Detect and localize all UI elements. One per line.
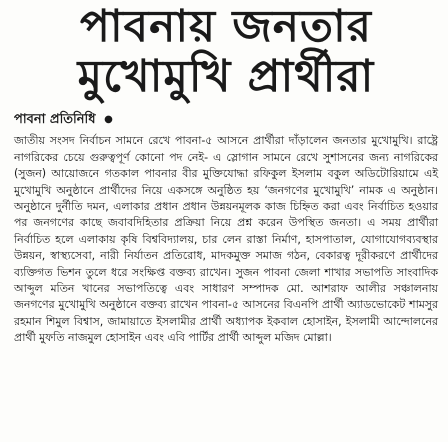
article-body: জাতীয় সংসদ নির্বাচন সামনে রেখে পাবনা-৫ আসনে প্রার্থীরা দাঁড়ালেন জনতার মুখোমুখি। রাষ্ট্রে নাগরিকের চেয়ে গুরুত্বপূর্ণ কোনো পদ নেই- এ স্লোগান সামনে রেখে সুশাসনের জন্য নাগরিকের (সুজন) আয়োজনে গতকাল পাবনার বীর মুক্তিযোদ্ধা রফিকুল ইসলাম বকুল অডিটোরিয়ামে এই মুখোমুখি অনুষ্ঠানে প্রার্থীদের নিয়ে একসঙ্গে অনুষ্ঠিত হয় ‘জনগণের মুখোমুখি’ নামক এ অনুষ্ঠান। অনুষ্ঠানে দুর্নীতি দমন, এলাকার প্রধান প্রধান উন্নয়নমূলক কাজ চিহ্নিত করা এবং নির্বাচিত হওয়ার পর জনগণের কাছে জবাবদিহিতার প্রক্রিয়া নিয়ে প্রশ্ন করেন উপস্থিত জনতা। এ সময় প্রার্থীরা নির্বাচিত হলে এলাকায় কৃষি বিশ্ববিদ্যালয়, চার লেন রাস্তা নির্মাণ, হাসপাতাল, যোগাযোগব্যবস্থার উন্নয়ন, স্বাস্থ্যসেবা, নারী নির্যাতন প্রতিরোধ, মাদকমুক্ত সমাজ গঠন, বেকারত্ব দূরীকরণে প্রার্থীদের ব্যক্তিগত ভিশন তুলে ধরে সংক্ষিপ্ত বক্তব্য রাখেন। সুজন পাবনা জেলা শাখার সভাপতি সাংবাদিক আব্দুল মতিন খানের সভাপতিত্বে এবং সাধারণ সম্পাদক মো. আশরাফ আলীর সঞ্চালনায় জনগণের মুখোমুখি অনুষ্ঠানে বক্তব্য রাখেন পাবনা-৫ আসনের বিএনপি প্রার্থী অ্যাডভোকেট শামসুর রহমান শিমুল বিশ্বাস, জামায়াতে ইসলামীর প্রার্থী অধ্যাপক ইকবাল হোসাইন, ইসলামী আন্দোলনের প্রার্থী মুফতি নাজমুল হোসাইন এবং এবি পার্টির প্রার্থী আব্দুল মজিদ মোল্লা। [14, 134, 438, 345]
byline-text: পাবনা প্রতিনিধি [14, 112, 96, 128]
headline-line-1: পাবনায় জনতার [80, 1, 372, 52]
headline-line-2: মুখোমুখি প্রার্থীরা [77, 51, 375, 103]
byline [14, 110, 438, 131]
headline [14, 1, 438, 103]
byline-bullet-icon: ● [104, 114, 113, 126]
